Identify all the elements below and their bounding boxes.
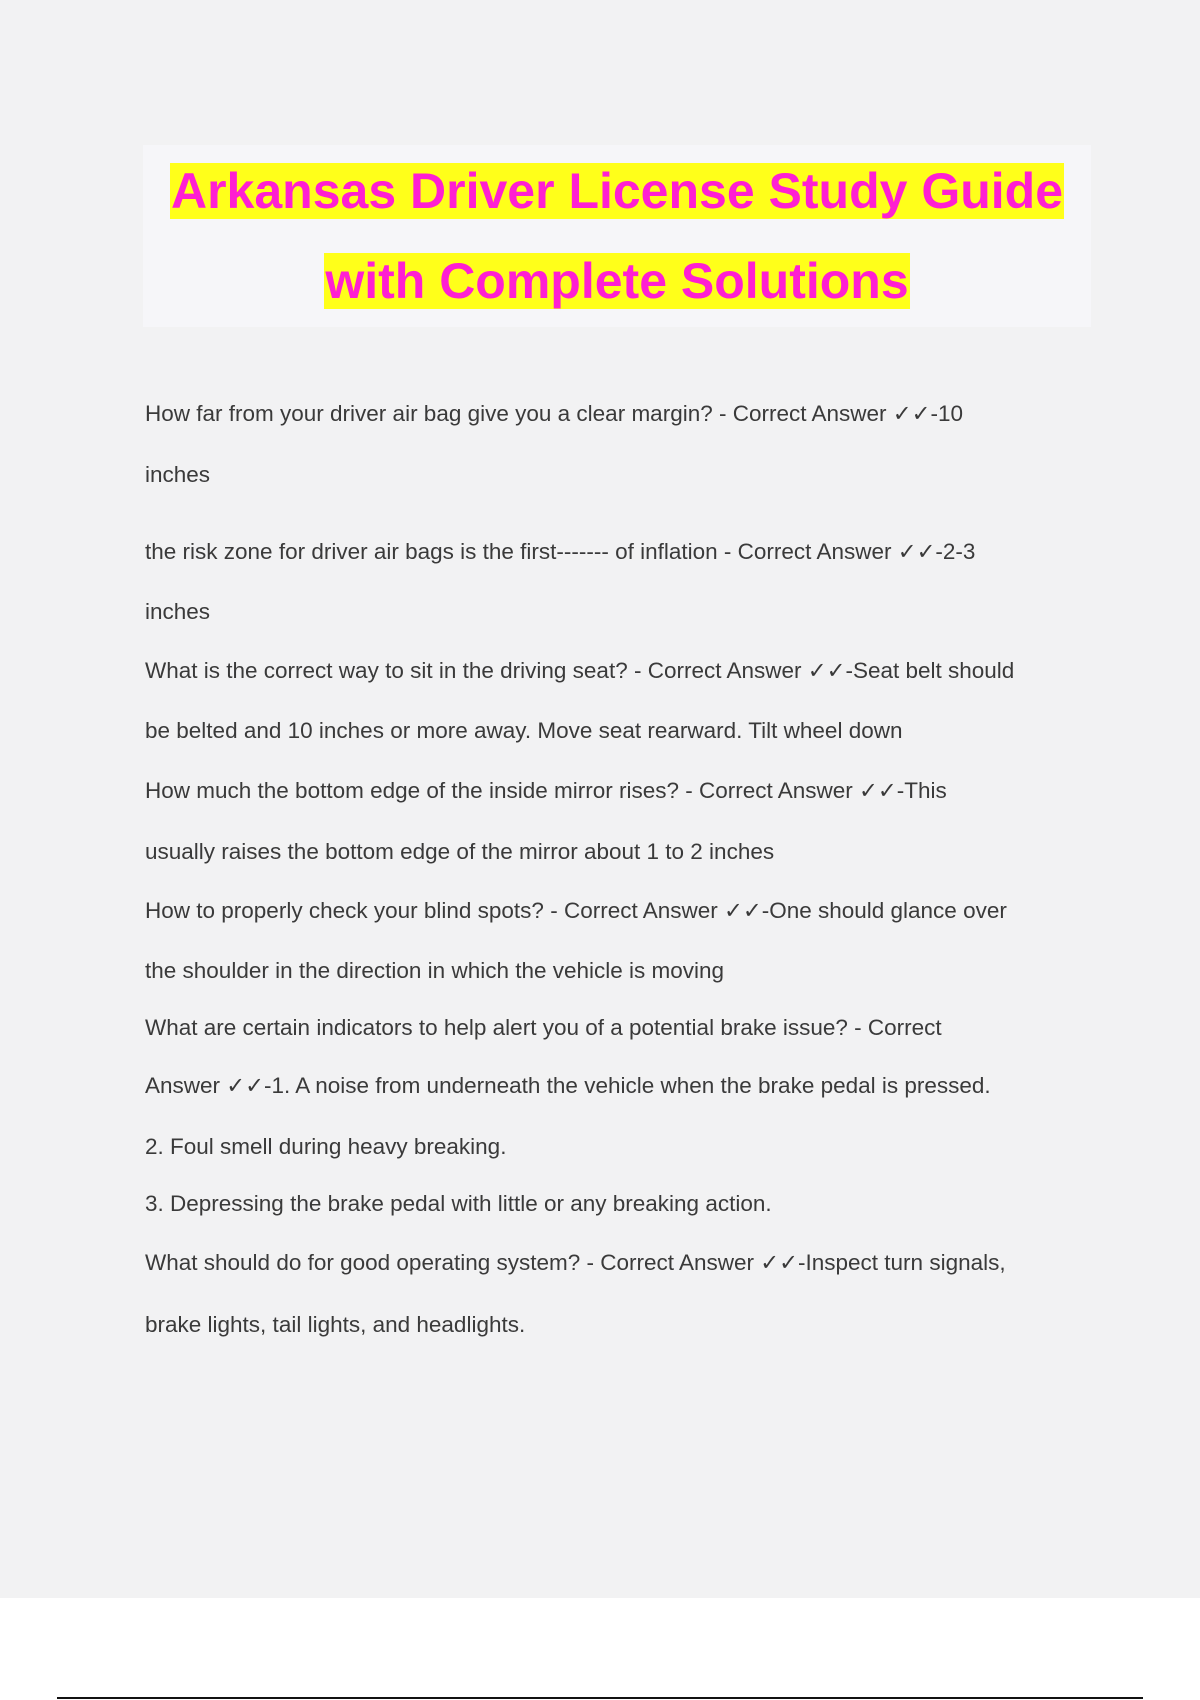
title-line-2: [143, 236, 1091, 326]
text-line: 3. Depressing the brake pedal with little or any breaking action.: [145, 1191, 772, 1216]
text-line: brake lights, tail lights, and headlights.: [145, 1312, 526, 1337]
text-line: What should do for good operating system? - Correct Answer ✓✓-Inspect turn signals,: [145, 1250, 1006, 1275]
text-line: How to properly check your blind spots? - Correct Answer ✓✓-One should glance over: [145, 898, 1007, 923]
footer-divider: [57, 1697, 1143, 1699]
text-line: inches: [145, 599, 211, 624]
text-line: What are certain indicators to help alert you of a potential brake issue? - Correct: [145, 1015, 942, 1040]
text-line: How much the bottom edge of the inside mirror rises? - Correct Answer ✓✓-This: [145, 778, 947, 803]
text-line: be belted and 10 inches or more away. Move seat rearward. Tilt wheel down: [145, 718, 903, 743]
text-line: usually raises the bottom edge of the mirror about 1 to 2 inches: [145, 839, 775, 864]
title-line-1: [143, 146, 1091, 236]
text-line: 2. Foul smell during heavy breaking.: [145, 1134, 507, 1159]
text-line: the shoulder in the direction in which the vehicle is moving: [145, 958, 725, 983]
text-line: What is the correct way to sit in the driving seat? - Correct Answer ✓✓-Seat belt should: [145, 658, 1015, 683]
title-text-1: Arkansas Driver License Study Guide: [170, 163, 1064, 219]
title-block: [143, 145, 1091, 327]
text-line: the risk zone for driver air bags is the first------- of inflation - Correct Answer ✓✓-2-3: [145, 539, 976, 564]
text-line: Answer ✓✓-1. A noise from underneath the vehicle when the brake pedal is pressed.: [145, 1073, 991, 1098]
text-line: How far from your driver air bag give you a clear margin? - Correct Answer ✓✓-10: [145, 401, 963, 426]
title-text-2: with Complete Solutions: [325, 253, 909, 309]
text-line: inches: [145, 462, 211, 487]
